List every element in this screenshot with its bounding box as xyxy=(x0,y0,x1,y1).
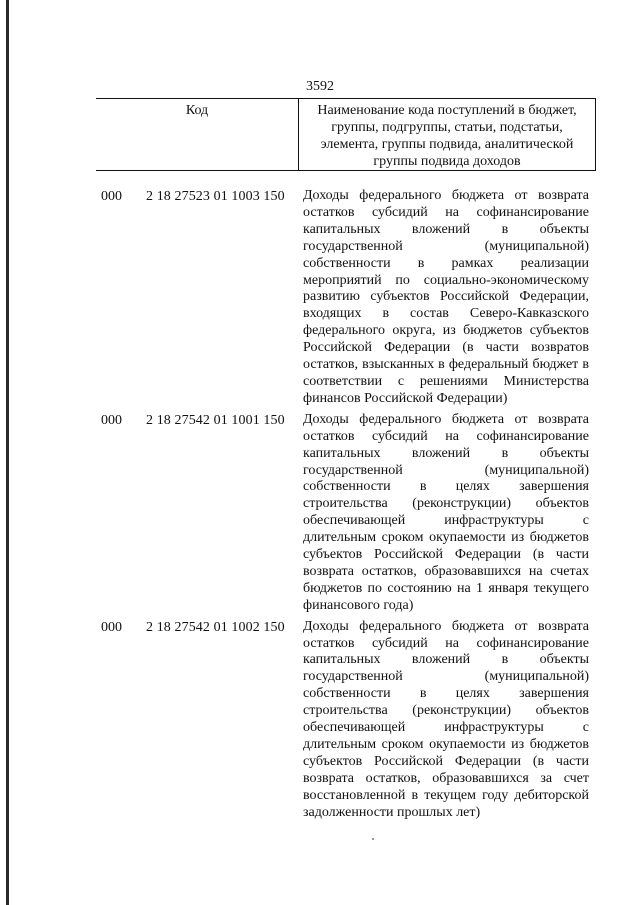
table-row xyxy=(0,188,640,408)
row-prefix: 000 xyxy=(101,189,122,204)
table-row xyxy=(0,412,640,615)
table-body xyxy=(0,188,640,822)
scan-speck xyxy=(372,838,374,840)
row-code: 2 18 27542 01 1002 150 xyxy=(146,619,285,635)
row-prefix: 000 xyxy=(101,619,122,635)
table-row xyxy=(0,619,640,822)
row-description: Доходы федерального бюджета от возврата остатков субсидий на софинансирование капитальных вложений в объекты государственной (муниципальной) собственности в рамках реализации мероприятий по социально-экономическому развитию субъектов Российской Федерации, входящих в состав Северо-Кавказского федерального округа, из бюджетов субъектов Российской Федерации (в части возвратов остатков, взысканных в федеральный бюджет в соответствии с решениями Министерства финансов Российской Федерации) xyxy=(303,188,589,406)
header-code-label: Код xyxy=(185,103,209,118)
page-number: 3592 xyxy=(306,79,334,94)
table-header xyxy=(96,98,596,171)
row-code: 2 18 27542 01 1001 150 xyxy=(146,412,285,428)
row-description: Доходы федерального бюджета от возврата остатков субсидий на софинансирование капитальных вложений в объекты государственной (муниципальной) собственности в целях завершения строительства (реконструкции) объектов обеспечивающей инфраструктуры с длительным сроком окупаемости из бюджетов субъектов Российской Федерации (в части возврата остатков, образовавшихся на счетах бюджетов по состоянию на 1 января текущего финансового года) xyxy=(303,411,589,613)
row-description: Доходы федерального бюджета от возврата остатков субсидий на софинансирование капитальных вложений в объекты государственной (муниципальной) собственности в целях завершения строительства (реконструкции) объектов обеспечивающей инфраструктуры с длительным сроком окупаемости из бюджетов субъектов Российской Федерации (в части возврата остатков, образовавшихся за счет восстановленной в текущем году дебиторской задолженности прошлых лет) xyxy=(303,618,589,820)
row-prefix: 000 xyxy=(101,412,122,428)
row-code: 2 18 27523 01 1003 150 xyxy=(146,189,285,204)
header-name-label: Наименование кода поступлений в бюджет, группы, подгруппы, статьи, подстатьи, элемента, группы подвида, аналитической группы подвида доходов xyxy=(298,99,596,170)
